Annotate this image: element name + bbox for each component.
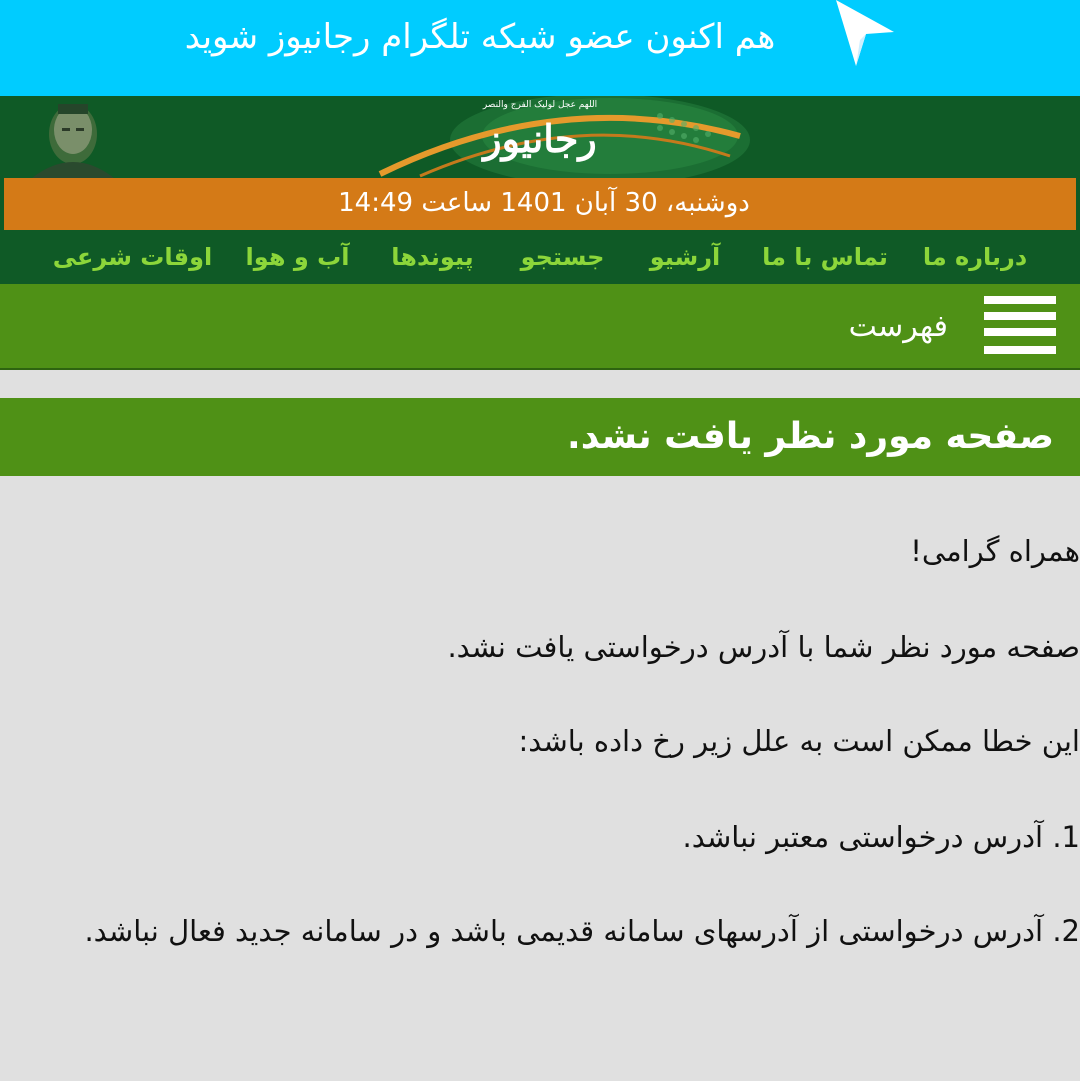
- nav-item-links[interactable]: پیوندها: [391, 243, 474, 271]
- logo-motto: اللهم عجل لولیک الفرج والنصر: [482, 100, 598, 110]
- menu-bar[interactable]: [0, 284, 1080, 370]
- telegram-plane-icon[interactable]: [828, 0, 898, 70]
- top-nav: [0, 230, 1080, 284]
- error-title-bar: [0, 398, 1080, 476]
- greeting-text: همراه گرامی!: [910, 534, 1080, 568]
- nav-item-contact[interactable]: تماس با ما: [762, 243, 888, 271]
- hamburger-menu-icon[interactable]: [984, 296, 1056, 356]
- nav-item-about[interactable]: درباره ما: [922, 243, 1028, 271]
- nav-item-weather[interactable]: آب و هوا: [245, 243, 350, 271]
- site-logo[interactable]: رجانیوز: [483, 116, 597, 161]
- reasons-intro: این خطا ممکن است به علل زیر رخ داده باشد:: [518, 724, 1080, 758]
- nav-item-search[interactable]: جستجو: [520, 243, 605, 271]
- reason-item-2: 2. آدرس درخواستی از آدرسهای سامانه قدیمی باشد و در سامانه جدید فعال نباشد.: [84, 914, 1080, 948]
- telegram-banner[interactable]: [0, 0, 1080, 96]
- page-title: صفحه مورد نظر یافت نشد.: [567, 416, 1054, 457]
- date-bar: [0, 178, 1080, 230]
- portrait-image: [18, 96, 128, 178]
- telegram-banner-text[interactable]: هم اکنون عضو شبکه تلگرام رجانیوز شوید: [184, 17, 776, 57]
- nav-item-prayer-times[interactable]: اوقات شرعی: [52, 243, 213, 271]
- date-time-text: دوشنبه، 30 آبان 1401 ساعت 14:49: [338, 188, 750, 218]
- menu-label[interactable]: فهرست: [848, 309, 948, 344]
- nav-item-archive[interactable]: آرشیو: [649, 243, 721, 271]
- not-found-message: صفحه مورد نظر شما با آدرس درخواستی یافت نشد.: [447, 630, 1080, 664]
- site-header: [0, 96, 1080, 178]
- reason-item-1: 1. آدرس درخواستی معتبر نباشد.: [682, 820, 1080, 854]
